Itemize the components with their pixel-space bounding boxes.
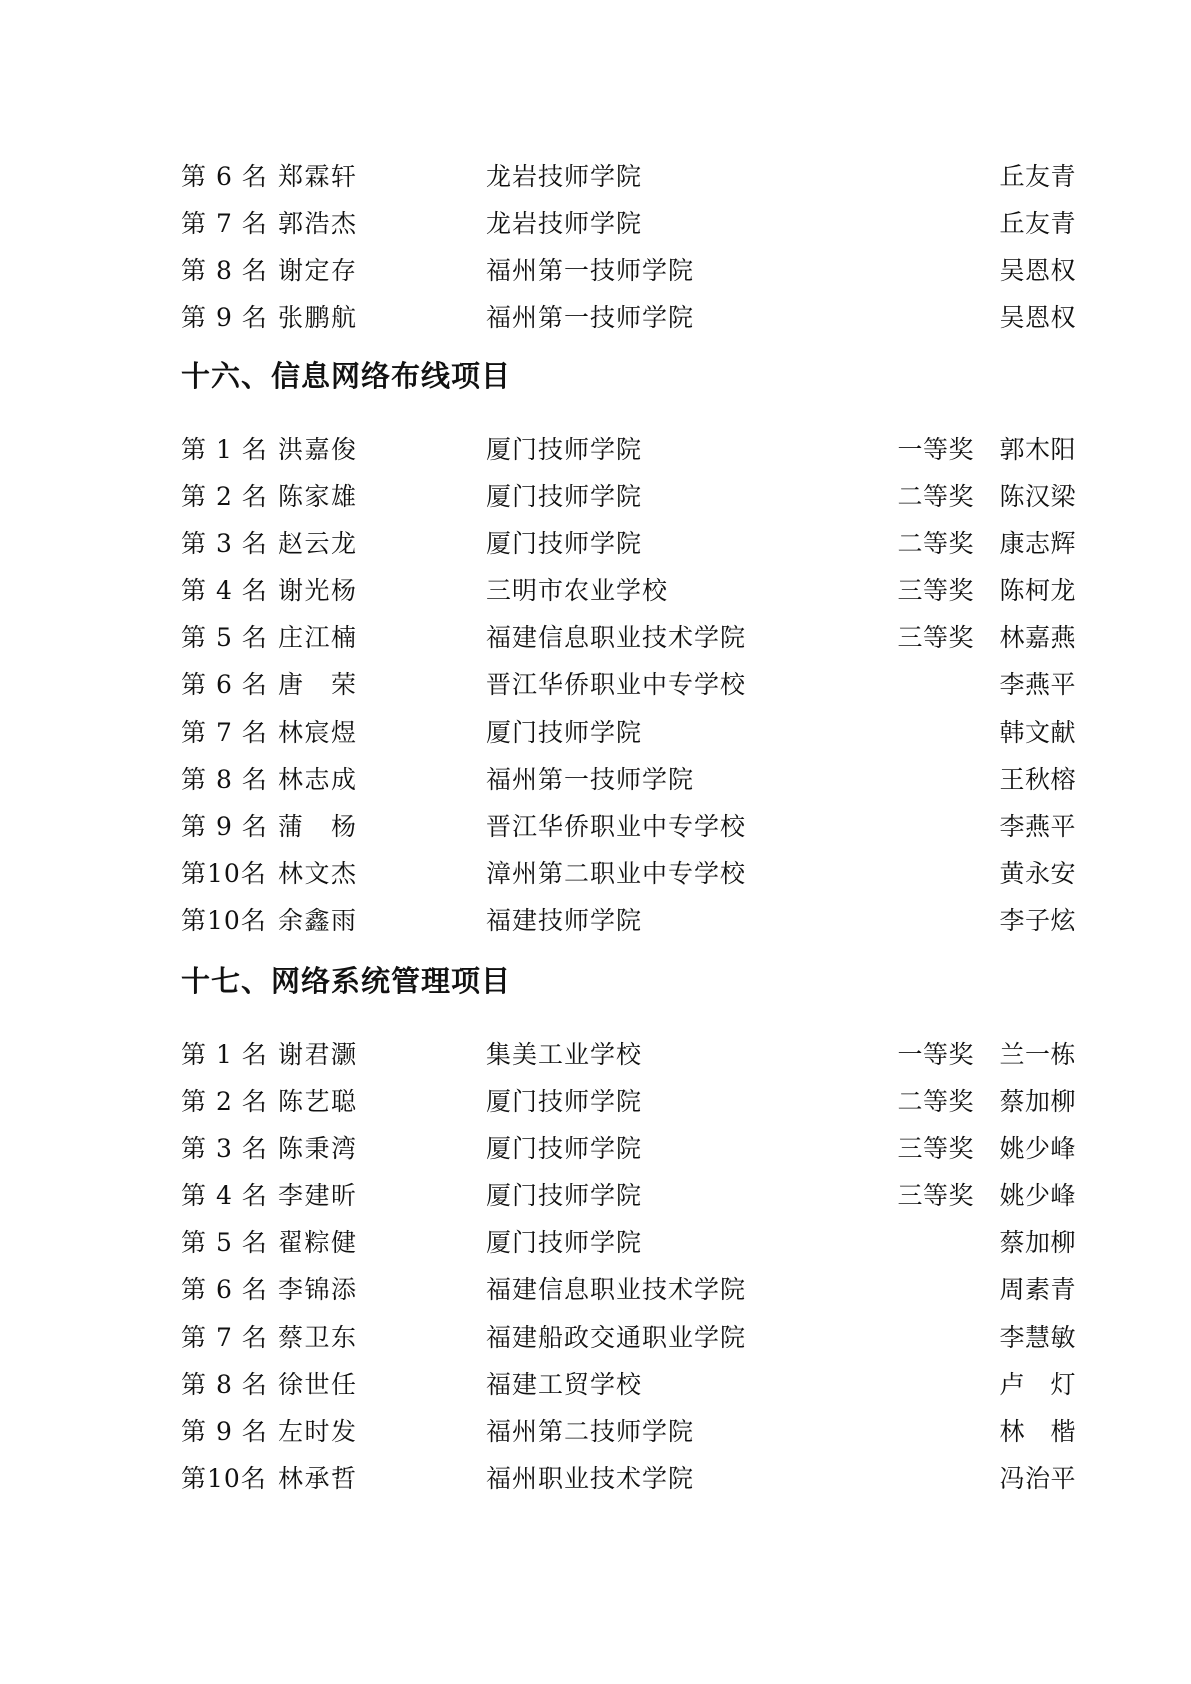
result-name: 陈艺聪	[278, 1087, 358, 1117]
result-award: 二等奖	[897, 1087, 974, 1117]
result-school: 厦门技师学院	[486, 482, 643, 512]
result-coach: 蔡加柳	[999, 1087, 1076, 1117]
result-coach: 姚少峰	[999, 1134, 1076, 1164]
result-school: 厦门技师学院	[486, 717, 643, 747]
result-coach: 蔡加柳	[999, 1228, 1076, 1258]
result-school: 厦门技师学院	[486, 435, 643, 464]
result-coach: 郭木阳	[999, 435, 1076, 464]
result-name: 谢光杨	[278, 576, 358, 606]
result-row	[0, 803, 1191, 850]
section-title-17: 十七、网络系统管理项目	[181, 964, 512, 998]
section-prev-results	[0, 153, 1191, 341]
result-coach: 兰一栋	[999, 1040, 1076, 1069]
result-school: 福州职业技术学院	[486, 1463, 695, 1493]
result-name: 林承哲	[278, 1463, 358, 1493]
result-coach: 韩文献	[999, 717, 1076, 747]
result-rank: 第 7 名	[181, 1322, 268, 1352]
result-rank: 第10名	[181, 858, 267, 888]
result-row	[0, 1125, 1191, 1172]
result-coach: 丘友青	[999, 209, 1076, 239]
result-coach: 林 楷	[999, 1416, 1076, 1446]
result-rank: 第 5 名	[181, 623, 268, 653]
result-row	[0, 426, 1191, 473]
result-coach: 李子炫	[999, 905, 1076, 935]
result-row	[0, 897, 1191, 944]
result-coach: 陈柯龙	[999, 576, 1076, 606]
result-award: 三等奖	[897, 1181, 974, 1211]
result-row	[0, 1219, 1191, 1266]
section-16-results	[0, 426, 1191, 944]
result-school: 集美工业学校	[486, 1040, 643, 1069]
result-coach: 吴恩权	[999, 303, 1076, 333]
result-rank: 第 5 名	[181, 1228, 268, 1258]
result-school: 福建工贸学校	[486, 1369, 643, 1399]
result-row	[0, 1314, 1191, 1361]
result-name: 李锦添	[278, 1275, 358, 1305]
result-row	[0, 153, 1191, 200]
result-name: 郭浩杰	[278, 209, 358, 239]
result-coach: 李慧敏	[999, 1322, 1076, 1352]
result-coach: 陈汉梁	[999, 482, 1076, 512]
result-name: 林志成	[278, 764, 358, 794]
result-rank: 第 3 名	[181, 529, 268, 559]
result-row	[0, 200, 1191, 247]
result-rank: 第 6 名	[181, 162, 268, 191]
result-name: 郑霖轩	[278, 162, 358, 191]
result-name: 庄江楠	[278, 623, 358, 653]
result-row	[0, 473, 1191, 520]
result-rank: 第 7 名	[181, 209, 268, 239]
result-rank: 第 8 名	[181, 256, 268, 286]
result-school: 晋江华侨职业中专学校	[486, 670, 747, 700]
result-rank: 第 8 名	[181, 1369, 268, 1399]
result-award: 二等奖	[897, 529, 974, 559]
result-award: 二等奖	[897, 482, 974, 512]
result-school: 晋江华侨职业中专学校	[486, 811, 747, 841]
result-name: 陈秉湾	[278, 1134, 358, 1164]
result-school: 福建船政交通职业学院	[486, 1322, 747, 1352]
result-name: 蒲 杨	[278, 811, 358, 841]
result-rank: 第10名	[181, 1463, 267, 1493]
result-rank: 第 9 名	[181, 811, 268, 841]
result-rank: 第 8 名	[181, 764, 268, 794]
result-rank: 第 4 名	[181, 576, 268, 606]
result-school: 厦门技师学院	[486, 529, 643, 559]
result-name: 李建昕	[278, 1181, 358, 1211]
result-coach: 林嘉燕	[999, 623, 1076, 653]
result-name: 徐世任	[278, 1369, 358, 1399]
result-rank: 第 3 名	[181, 1134, 268, 1164]
result-coach: 周素青	[999, 1275, 1076, 1305]
result-rank: 第 6 名	[181, 670, 268, 700]
result-name: 谢定存	[278, 256, 358, 286]
result-name: 左时发	[278, 1416, 358, 1446]
result-row	[0, 661, 1191, 708]
result-award: 三等奖	[897, 576, 974, 606]
section-17-results	[0, 1031, 1191, 1502]
result-school: 龙岩技师学院	[486, 209, 643, 239]
result-school: 福建信息职业技术学院	[486, 1275, 747, 1305]
result-rank: 第10名	[181, 905, 267, 935]
result-school: 福州第二技师学院	[486, 1416, 695, 1446]
result-row	[0, 294, 1191, 341]
result-school: 福州第一技师学院	[486, 256, 695, 286]
result-school: 福建技师学院	[486, 905, 643, 935]
result-coach: 吴恩权	[999, 256, 1076, 286]
result-coach: 康志辉	[999, 529, 1076, 559]
result-coach: 王秋榕	[999, 764, 1076, 794]
result-rank: 第 9 名	[181, 1416, 268, 1446]
result-rank: 第 2 名	[181, 1087, 268, 1117]
result-name: 蔡卫东	[278, 1322, 358, 1352]
result-award: 一等奖	[897, 1040, 974, 1069]
result-row	[0, 850, 1191, 897]
result-award: 一等奖	[897, 435, 974, 464]
result-rank: 第 7 名	[181, 717, 268, 747]
result-name: 唐 荣	[278, 670, 358, 700]
result-name: 林宸煜	[278, 717, 358, 747]
result-name: 林文杰	[278, 858, 358, 888]
result-school: 三明市农业学校	[486, 576, 669, 606]
result-school: 龙岩技师学院	[486, 162, 643, 191]
result-row	[0, 1455, 1191, 1502]
result-name: 赵云龙	[278, 529, 358, 559]
result-coach: 姚少峰	[999, 1181, 1076, 1211]
result-name: 谢君灏	[278, 1040, 358, 1069]
result-school: 厦门技师学院	[486, 1181, 643, 1211]
result-row	[0, 247, 1191, 294]
result-school: 福建信息职业技术学院	[486, 623, 747, 653]
result-row	[0, 520, 1191, 567]
result-name: 张鹏航	[278, 303, 358, 333]
result-row	[0, 709, 1191, 756]
result-award: 三等奖	[897, 623, 974, 653]
result-name: 翟粽健	[278, 1228, 358, 1258]
result-school: 福州第一技师学院	[486, 764, 695, 794]
result-school: 厦门技师学院	[486, 1087, 643, 1117]
result-school: 漳州第二职业中专学校	[486, 858, 747, 888]
result-coach: 李燕平	[999, 811, 1076, 841]
result-row	[0, 1031, 1191, 1078]
result-rank: 第 1 名	[181, 435, 268, 464]
result-school: 厦门技师学院	[486, 1228, 643, 1258]
result-rank: 第 2 名	[181, 482, 268, 512]
result-name: 洪嘉俊	[278, 435, 358, 464]
section-title-16: 十六、信息网络布线项目	[181, 359, 512, 393]
result-rank: 第 1 名	[181, 1040, 268, 1069]
result-name: 陈家雄	[278, 482, 358, 512]
result-row	[0, 1408, 1191, 1455]
result-rank: 第 9 名	[181, 303, 268, 333]
result-row	[0, 567, 1191, 614]
result-name: 余鑫雨	[278, 905, 358, 935]
result-rank: 第 6 名	[181, 1275, 268, 1305]
result-school: 厦门技师学院	[486, 1134, 643, 1164]
result-award: 三等奖	[897, 1134, 974, 1164]
result-row	[0, 1266, 1191, 1313]
result-coach: 李燕平	[999, 670, 1076, 700]
result-row	[0, 614, 1191, 661]
result-row	[0, 1172, 1191, 1219]
result-coach: 黄永安	[999, 858, 1076, 888]
result-rank: 第 4 名	[181, 1181, 268, 1211]
result-row	[0, 1361, 1191, 1408]
result-school: 福州第一技师学院	[486, 303, 695, 333]
result-row	[0, 1078, 1191, 1125]
result-coach: 丘友青	[999, 162, 1076, 191]
result-row	[0, 756, 1191, 803]
result-coach: 卢 灯	[999, 1369, 1076, 1399]
result-coach: 冯治平	[999, 1463, 1076, 1493]
